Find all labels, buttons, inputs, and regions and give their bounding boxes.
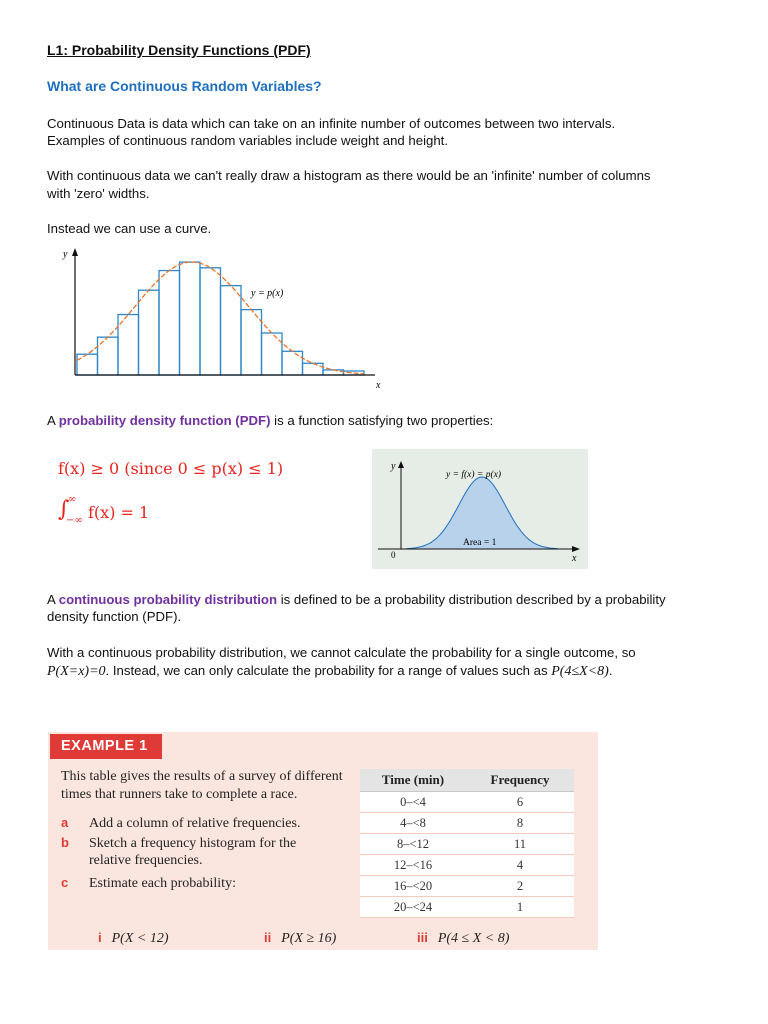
paragraph-1-line-2: Examples of continuous random variables include weight and height.	[47, 133, 448, 148]
pdf-definition	[47, 412, 493, 430]
pdf-definition-prefix: A	[47, 413, 59, 428]
cell-frequency: 6	[466, 792, 574, 813]
example-intro-line-1: This table gives the results of a survey of different	[61, 769, 343, 784]
cell-time: 8–<12	[360, 834, 466, 855]
part-iii	[417, 929, 509, 947]
paragraph-5-line-2	[47, 662, 612, 681]
item-a-letter: a	[61, 815, 69, 830]
part-ii-expression: P(X ≥ 16)	[281, 931, 337, 946]
cell-frequency: 8	[466, 813, 574, 834]
cell-frequency: 11	[466, 834, 574, 855]
item-c-letter: c	[61, 875, 69, 890]
header-frequency: Frequency	[466, 769, 574, 792]
paragraph-2-line-2: with 'zero' widths.	[47, 186, 150, 201]
histogram-bar	[221, 286, 242, 375]
pdf-definition-suffix: is a function satisfying two properties:	[270, 413, 494, 428]
histogram-curve-figure	[55, 243, 400, 393]
table-row	[360, 792, 574, 813]
integral-upper-limit: ∞	[68, 494, 77, 505]
cell-time: 4–<8	[360, 813, 466, 834]
part-i-expression: P(X < 12)	[111, 931, 169, 946]
curve-label: y = p(x)	[251, 288, 284, 299]
area-label: Area = 1	[463, 538, 497, 548]
item-a-text: Add a column of relative frequencies.	[89, 816, 301, 831]
item-c-text: Estimate each probability:	[89, 876, 236, 891]
histogram-bar	[282, 351, 303, 375]
header-time: Time (min)	[360, 769, 466, 792]
paragraph-1-line-1: Continuous Data is data which can take on an infinite number of outcomes between two intervals.	[47, 116, 616, 131]
bell-curve-label: y = f(x) = p(x)	[446, 470, 502, 480]
paragraph-5-line-1: With a continuous probability distribution, we cannot calculate the probability for a single outcome, so	[47, 645, 636, 660]
bell-origin-label: 0	[391, 550, 396, 560]
table-row	[360, 897, 574, 918]
cpd-suffix: is defined to be a probability distribution described by a probability	[277, 592, 666, 607]
cpd-definition-line-2: density function (PDF).	[47, 609, 182, 624]
histogram-bar	[303, 363, 324, 375]
cell-time: 12–<16	[360, 855, 466, 876]
paragraph-5-mid: . Instead, we can only calculate the probability for a range of values such as	[105, 663, 552, 678]
histogram-bars	[77, 262, 364, 375]
bell-x-label: x	[572, 553, 577, 564]
page-title: L1: Probability Density Functions (PDF)	[47, 42, 311, 58]
cell-time: 0–<4	[360, 792, 466, 813]
math-single-outcome: P(X=x)=0	[47, 664, 106, 679]
integral-lower-limit: −∞	[66, 515, 83, 526]
paragraph-2-line-1: With continuous data we can't really draw a histogram as there would be an 'infinite' number of columns	[47, 168, 651, 183]
part-i	[98, 929, 169, 947]
histogram-bar	[159, 271, 180, 375]
part-iii-expression: P(4 ≤ X < 8)	[437, 931, 510, 946]
integral-body: f(x) = 1	[88, 503, 150, 522]
histogram-bar	[98, 337, 119, 375]
formula-integral	[58, 494, 198, 530]
cpd-prefix: A	[47, 592, 59, 607]
paragraph-3: Instead we can use a curve.	[47, 221, 212, 236]
bell-curve-figure	[372, 449, 588, 569]
cpd-term: continuous probability distribution	[58, 592, 278, 607]
part-ii	[264, 929, 336, 947]
item-b-text-line-2: relative frequencies.	[89, 853, 203, 868]
part-iii-number: iii	[417, 930, 428, 945]
part-ii-number: ii	[264, 930, 272, 945]
cell-frequency: 4	[466, 855, 574, 876]
formula-nonnegative: f(x) ≥ 0 (since 0 ≤ p(x) ≤ 1)	[58, 459, 284, 478]
y-axis-arrow	[72, 248, 78, 256]
example-intro-line-2: times that runners take to complete a race.	[61, 787, 298, 802]
cpd-definition-line-1	[47, 591, 666, 609]
histogram-bar	[139, 290, 160, 375]
table-row	[360, 813, 574, 834]
table-row	[360, 834, 574, 855]
item-b-text: Sketch a frequency histogram for the	[89, 836, 297, 851]
table-row	[360, 855, 574, 876]
table-header-row	[360, 769, 574, 792]
cell-time: 16–<20	[360, 876, 466, 897]
y-axis-label: y	[63, 249, 68, 260]
integral-sign: ∫	[58, 497, 70, 522]
math-range: P(4≤X<8)	[551, 664, 609, 679]
histogram-bar	[200, 268, 221, 375]
histogram-bar	[180, 262, 201, 375]
cell-time: 20–<24	[360, 897, 466, 918]
frequency-table	[360, 769, 574, 918]
x-axis-label: x	[376, 380, 381, 391]
pdf-term: probability density function (PDF)	[58, 413, 271, 428]
bell-y-label: y	[391, 461, 396, 472]
cell-frequency: 1	[466, 897, 574, 918]
histogram-bar	[77, 354, 98, 375]
section-heading: What are Continuous Random Variables?	[47, 78, 322, 94]
table-row	[360, 876, 574, 897]
histogram-bar	[241, 310, 262, 375]
part-i-number: i	[98, 930, 102, 945]
cell-frequency: 2	[466, 876, 574, 897]
paragraph-5-end: .	[608, 663, 613, 678]
item-b-letter: b	[61, 835, 69, 850]
example-badge: EXAMPLE 1	[50, 734, 162, 759]
